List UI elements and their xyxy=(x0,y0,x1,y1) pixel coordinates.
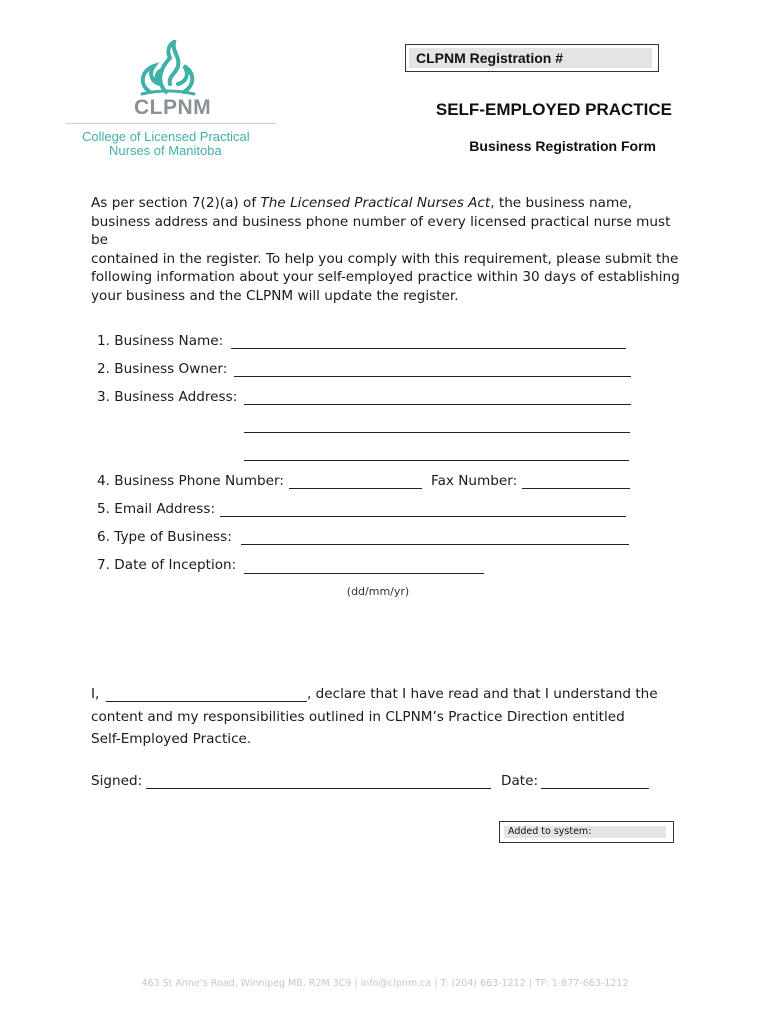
email-address-label: 5. Email Address: xyxy=(97,501,216,517)
intro-text: As per section 7(2)(a) of xyxy=(91,195,261,211)
signature-date-field[interactable] xyxy=(541,788,649,789)
logo-divider xyxy=(66,123,276,124)
date-of-inception-label: 7. Date of Inception: xyxy=(97,557,237,573)
declaration-text: content and my responsibilities outlined in CLPNM’s Practice Direction entitled xyxy=(91,709,625,725)
business-name-field[interactable] xyxy=(231,348,626,349)
type-of-business-label: 6. Type of Business: xyxy=(97,529,232,545)
business-address-field-3[interactable] xyxy=(244,460,629,461)
intro-paragraph xyxy=(91,194,691,306)
business-owner-field[interactable] xyxy=(234,376,631,377)
page-subtitle: Business Registration Form xyxy=(469,138,656,154)
declaration-text: , declare that I have read and that I understand the xyxy=(307,686,658,702)
fax-number-field[interactable] xyxy=(522,488,630,489)
college-name-line2: Nurses of Manitoba xyxy=(109,143,222,158)
intro-text: business address and business phone number of every licensed practical nurse must be xyxy=(91,213,671,249)
type-of-business-field[interactable] xyxy=(241,544,629,545)
date-of-inception-field[interactable] xyxy=(244,573,484,574)
business-address-field-1[interactable] xyxy=(244,404,631,405)
logo-wordmark: CLPNM xyxy=(134,96,212,119)
act-name: The Licensed Practical Nurses Act xyxy=(260,195,491,211)
added-to-system-label: Added to system: xyxy=(508,826,592,837)
email-address-field[interactable] xyxy=(220,516,626,517)
registration-number-label: CLPNM Registration # xyxy=(416,50,564,66)
intro-text: , the business name, xyxy=(490,195,632,211)
business-owner-label: 2. Business Owner: xyxy=(97,361,228,377)
page-title: SELF-EMPLOYED PRACTICE xyxy=(435,100,672,119)
business-address-field-2[interactable] xyxy=(244,432,630,433)
college-name-line1: College of Licensed Practical xyxy=(82,129,250,144)
college-name xyxy=(82,130,282,158)
business-name-label: 1. Business Name: xyxy=(97,333,224,349)
intro-text: your business and the CLPNM will update the register. xyxy=(91,287,459,304)
flame-logo-icon xyxy=(128,40,208,96)
signature-field[interactable] xyxy=(146,788,491,789)
business-phone-label: 4. Business Phone Number: xyxy=(97,473,284,489)
declarant-name-field[interactable] xyxy=(106,701,307,702)
intro-text: following information about your self-employed practice within 30 days of establishing xyxy=(91,269,680,286)
date-format-hint: (dd/mm/yr) xyxy=(346,585,410,598)
declaration-start: I, xyxy=(91,686,100,702)
footer-contact: 463 St Anne’s Road, Winnipeg MB, R2M 3C9 | info@clpnm.ca | T: (204) 663-1212 | TF: 1-877-663-1212 xyxy=(141,978,629,989)
declaration-text: Self-Employed Practice. xyxy=(91,731,252,747)
business-address-label: 3. Business Address: xyxy=(97,389,238,405)
fax-number-label: Fax Number: xyxy=(431,473,518,489)
intro-text: contained in the register. To help you comply with this requirement, please submit the xyxy=(91,250,679,267)
signed-label: Signed: xyxy=(91,773,143,789)
business-phone-field[interactable] xyxy=(289,488,422,489)
date-label: Date: xyxy=(501,773,539,789)
